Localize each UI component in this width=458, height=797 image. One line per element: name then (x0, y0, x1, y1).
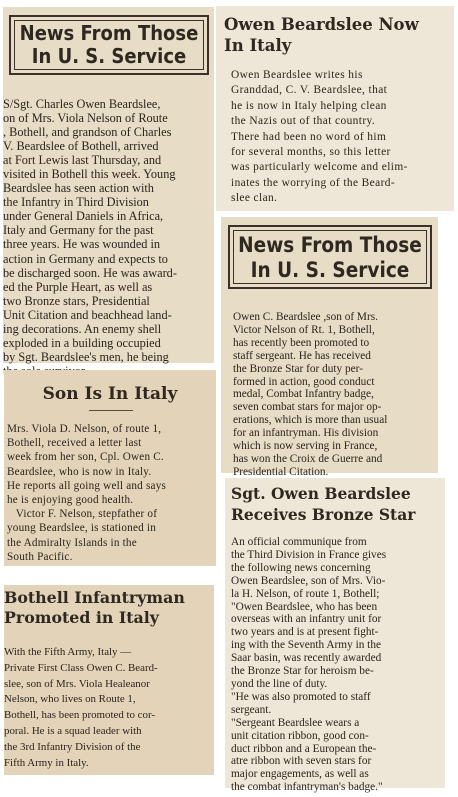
clipping-bothell-infantryman (4, 585, 214, 775)
headline: Son Is In Italy (42, 384, 178, 404)
headline-line-1: Sgt. Owen Beardslee (231, 484, 411, 503)
article-body: An official communique from the Third Division in France gives the following news concerning Owen Beardslee, son of Mrs. Vio- la H. Nelson, of route 1, Bothell; "Owen Beardslee, who has been overseas with an infantry unit for two years and is at present fight- ing with the Seventh Army in the Saar basin, was recently awarded the Bronze Star for heroism be- yond the line of duty. "He was also promoted to staff sergeant. "Sergeant Beardslee wears a unit citation ribbon, good con- duct ribbon and a European the- atre ribbon with seven stars for major engagements, as well as the combat infantryman's badge." (231, 536, 387, 794)
article-body: Owen Beardslee writes his Granddad, C. V. Beardslee, that he is now in Italy helping clean the Nazis out of that country. There had been no word of him for several months, so this letter was particularly welcome and elim- inates the worrying of the Beard- slee clan. (231, 69, 408, 205)
headline-line-2: In U. S. Service (250, 258, 410, 283)
headline-line-2: In Italy (224, 36, 292, 55)
headline-line-2: In U. S. Service (31, 44, 187, 69)
clipping-headline-box (228, 225, 432, 289)
headline-line-1: Bothell Infantryman (4, 588, 185, 607)
headline (231, 483, 445, 525)
clipping-bronze-star (225, 478, 445, 794)
headline-line-1: News From Those (238, 233, 422, 258)
clipping-owen-now-in-italy (216, 6, 454, 211)
article-body: Owen C. Beardslee ,son of Mrs. Victor Nelson of Rt. 1, Bothell, has recently been promoted to staff sergeant. He has received the Bronze Star for duty per- formed in action, good conduct medal, Combat Infantry badge, seven combat stars for major op- erations, which is more than usual for an infantryman. His division which is now serving in France, has won the Croix de Guerre and Presidential Citation. (233, 311, 388, 478)
clipping-news-from-those-2 (221, 217, 438, 478)
headline (224, 14, 452, 56)
headline-line-2: Receives Bronze Star (231, 505, 416, 524)
headline-line-1: News From Those (19, 21, 199, 46)
article-body: With the Fifth Army, Italy — Private First Class Owen C. Beard- slee, son of Mrs. Viola Healeanor Nelson, who lives on Route 1, Bothell, has been promoted to cor- poral. He is a squad leader with the 3rd Infantry Division of the Fifth Army in Italy. (4, 646, 158, 769)
clipping-headline-box (9, 15, 209, 75)
clipping-son-is-in-italy (4, 370, 216, 566)
article-body: Mrs. Viola D. Nelson, of route 1, Bothell, received a letter last week from her son, Cpl. Owen C. Beardslee, who is now in Italy. He reports all going well and says he is enjoying good health. Victor F. Nelson, stepfather of young Beardslee, is stationed in the Admiralty Islands in the South Pacific. (7, 423, 167, 563)
headline (4, 588, 214, 628)
headline-rule (89, 410, 133, 411)
article-body: S/Sgt. Charles Owen Beardslee, on of Mrs. Viola Nelson of Route , Bothell, and grandson of Charles V. Beardslee of Bothell, arrived at Fort Lewis last Thursday, and visited in Bothell this week. Young Beardslee has seen action with the Infantry in Third Division under General Daniels in Africa, Italy and Germany for the past three years. He was wounded in action in Germany and expects to be discharged soon. He was award- ed the Purple Heart, as well as two Bronze stars, Presidential Unit Citation and beachhead land- ing decorations. An enemy shell exploded in a building occupied by Sgt. Beardslee's men, he being (3, 97, 177, 364)
headline-line-2: Promoted in Italy (4, 608, 159, 627)
headline-line-1: Owen Beardslee Now (224, 15, 419, 34)
clipping-news-from-those-1 (3, 7, 214, 363)
